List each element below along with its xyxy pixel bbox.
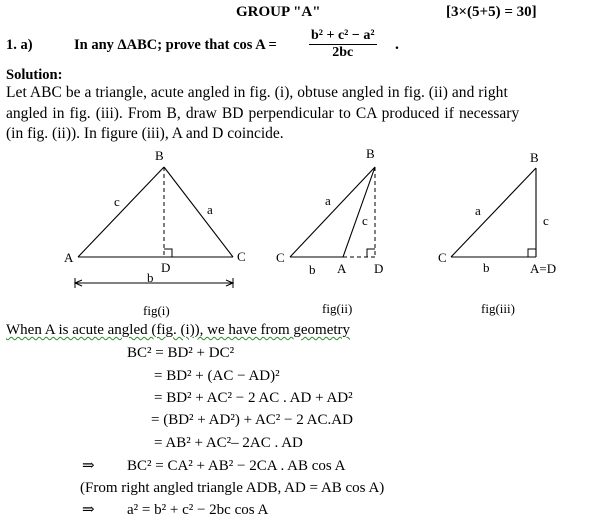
fig2-label-c: c xyxy=(362,213,368,228)
fraction-denominator: 2bc xyxy=(332,45,354,60)
derivation-line-7: a² = b² + c² − 2bc cos A xyxy=(127,502,269,518)
solution-line-3: (in fig. (ii)). In figure (iii), A and D coincide. xyxy=(6,125,284,142)
fig1-label-b: b xyxy=(147,270,154,285)
derivation-note: (From right angled triangle ADB, AD = AB cos A) xyxy=(80,480,385,496)
solution-line-2: angled in fig. (iii). From B, draw BD perpendicular to CA produced if necessary xyxy=(6,105,520,122)
derivation-line-6: BC² = CA² + AB² − 2CA . AB cos A xyxy=(127,458,346,474)
marks-label: [3×(5+5) = 30] xyxy=(446,4,537,20)
derivation-intro: When A is acute angled (fig. (i)), we have from geometry xyxy=(6,322,351,338)
fig3-label-A-D: A=D xyxy=(530,261,557,276)
implies-symbol-2: ⇒ xyxy=(82,502,95,518)
fig1-label-A: A xyxy=(64,250,74,265)
fig2-label-b: b xyxy=(309,262,316,277)
fig1-label-C: C xyxy=(237,249,246,264)
derivation-line-2: = BD² + (AC − AD)² xyxy=(154,368,280,384)
derivation-line-1: BC² = BD² + DC² xyxy=(127,345,235,361)
fig1-label-B: B xyxy=(155,148,164,163)
derivation-line-4: = (BD² + AD²) + AC² − 2 AC.AD xyxy=(151,412,353,428)
question-end: . xyxy=(395,36,399,53)
fig2-caption: fig(ii) xyxy=(322,301,353,316)
derivation-line-5: = AB² + AC²– 2AC . AD xyxy=(154,435,303,451)
fig3-label-c: c xyxy=(543,213,549,228)
fig3-label-B: B xyxy=(530,150,539,165)
derivation-line-3: = BD² + AC² − 2 AC . AD + AD² xyxy=(154,390,353,406)
fig2-label-A: A xyxy=(337,261,347,276)
fig2-label-C: C xyxy=(276,250,285,265)
fig1-label-c: c xyxy=(114,194,120,209)
question-number: 1. a) xyxy=(6,37,33,53)
fig3-label-a: a xyxy=(475,203,481,218)
solution-line-1: Let ABC be a triangle, acute angled in fig. (i), obtuse angled in fig. (ii) and right xyxy=(6,84,508,101)
fig2-label-a: a xyxy=(325,193,331,208)
fig1-caption: fig(i) xyxy=(143,303,170,318)
solution-heading: Solution: xyxy=(6,67,63,83)
implies-symbol-1: ⇒ xyxy=(82,458,95,474)
fig2-label-B: B xyxy=(366,146,375,161)
fig1-label-D: D xyxy=(161,260,171,275)
fig3-caption: fig(iii) xyxy=(481,301,515,316)
fig3-label-C: C xyxy=(438,250,447,265)
group-title: GROUP "A" xyxy=(236,4,321,20)
fig1-label-a: a xyxy=(207,202,213,217)
fig2-label-D: D xyxy=(374,261,384,276)
fig3-label-b: b xyxy=(483,260,490,275)
fig3-side-a xyxy=(451,168,536,257)
fraction-numerator: b² + c² − a² xyxy=(311,28,375,43)
fig3-right-angle xyxy=(528,249,536,257)
question-prompt: In any ΔABC; prove that cos A = xyxy=(74,37,277,53)
